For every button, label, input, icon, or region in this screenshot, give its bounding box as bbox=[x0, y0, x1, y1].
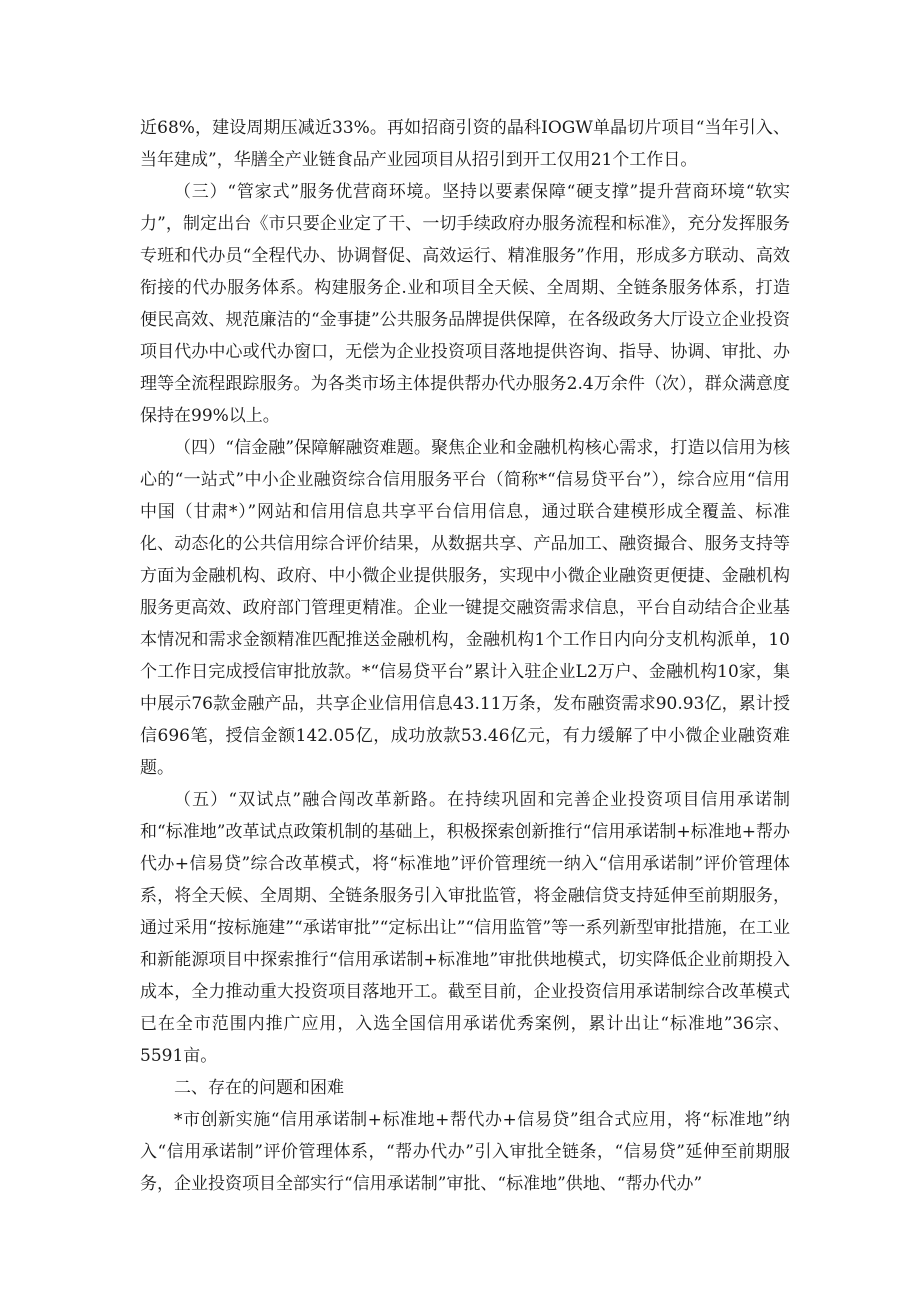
paragraph-section-4: （四）“信金融”保障解融资难题。聚焦企业和金融机构核心需求，打造以信用为核心的“一站式”中小企业融资综合信用服务平台（简称*“信易贷平台”），综合应用“信用中国（甘肃*）”网站和信用信息共享平台信用信息，通过联合建模形成全覆盖、标准化、动态化的公共信用综合评价结果，从数据共享、产品加工、融资撮合、服务支持等方面为金融机构、政府、中小微企业提供服务，实现中小微企业融资更便捷、金融机构服务更高效、政府部门管理更精准。企业一键提交融资需求信息，平台自动结合企业基本情况和需求金额精准匹配推送金融机构，金融机构1个工作日内向分支机构派单，10个工作日完成授信审批放款。*“信易贷平台”累计入驻企业L2万户、金融机构10家，集中展示76款金融产品，共享企业信用信息43.11万条，发布融资需求90.93亿，累计授信696笔，授信金额142.05亿，成功放款53.46亿元，有力缓解了中小微企业融资难题。 bbox=[140, 438, 790, 778]
paragraph-section-3: （三）“管家式”服务优营商环境。坚持以要素保障“硬支撑”提升营商环境“软实力”，制定出台《市只要企业定了干、一切手续政府办服务流程和标准》，充分发挥服务专班和代办员“全程代办、协调督促、高效运行、精准服务”作用，形成多方联动、高效衔接的代办服务体系。构建服务企.业和项目全天候、全周期、全链条服务体系，打造便民高效、规范廉洁的“金事捷”公共服务品牌提供保障，在各级政务大厅设立企业投资项目代办中心或代办窗口，无偿为企业投资项目落地提供咨询、指导、协调、审批、办理等全流程跟踪服务。为各类市场主体提供帮办代办服务2.4万余件（次），群众满意度保持在99%以上。 bbox=[140, 182, 790, 426]
document-body bbox=[140, 112, 790, 1200]
paragraph-continuation: 近68%，建设周期压减近33%。再如招商引资的晶科IOGW单晶切片项目“当年引入、当年建成”，华膳全产业链食品产业园项目从招引到开工仅用21个工作日。 bbox=[140, 118, 790, 170]
paragraph-section-5: （五）“双试点”融合闯改革新路。在持续巩固和完善企业投资项目信用承诺制和“标准地”改革试点政策机制的基础上，积极探索创新推行“信用承诺制+标准地+帮办代办+信易贷”综合改革模式，将“标准地”评价管理统一纳入“信用承诺制”评价管理体系，将全天候、全周期、全链条服务引入审批监管，将金融信贷支持延伸至前期服务，通过采用“按标施建”“承诺审批”“定标出让”“信用监管”等一系列新型审批措施，在工业和新能源项目中探索推行“信用承诺制+标准地”审批供地模式，切实降低企业前期投入成本，全力推动重大投资项目落地开工。截至目前，企业投资信用承诺制综合改革模式已在全市范围内推广应用，入选全国信用承诺优秀案例，累计出让“标准地”36宗、5591亩。 bbox=[140, 790, 790, 1066]
section-heading-problems: 二、存在的问题和困难 bbox=[174, 1078, 344, 1098]
paragraph-problems-intro: *市创新实施“信用承诺制+标准地+帮代办+信易贷”组合式应用，将“标准地”纳入“信用承诺制”评价管理体系，“帮办代办”引入审批全链条，“信易贷”延伸至前期服务，企业投资项目全部实行“信用承诺制”审批、“标准地”供地、“帮办代办” bbox=[140, 1110, 790, 1194]
